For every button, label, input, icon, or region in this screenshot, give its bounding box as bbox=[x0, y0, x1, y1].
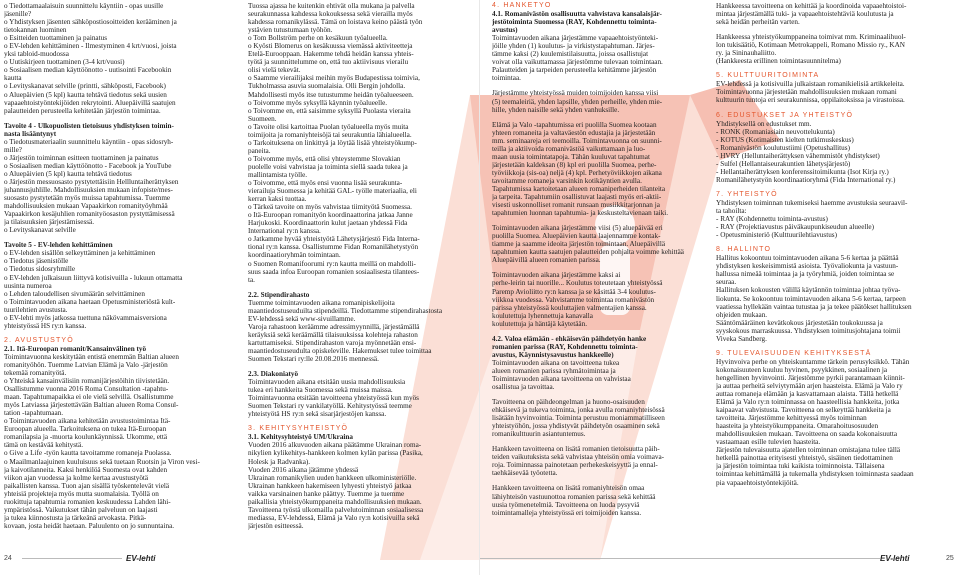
text-line: Sääntömääräinen kevätkokous järjestetään toukokuussa ja bbox=[716, 318, 883, 327]
text-line: EV-lehdessä sekä www-sivuillamme. bbox=[248, 314, 356, 323]
text-line: liokunta. Se kokoontuu toimintavuoden aikana 5-6 kertaa, tarpeen bbox=[716, 294, 906, 303]
subheading: 3.1. Kehitysyhteistyö UM/Ukraina bbox=[248, 433, 354, 442]
text-line: seuraa. bbox=[716, 278, 737, 287]
text-line: Tuemme toimintavuoden aikana romanipiskelijoita bbox=[248, 298, 395, 307]
text-line: o Sosiaalisen median käyttöönotto - Facebook ja YouTube bbox=[4, 161, 172, 170]
text-line: Tapahtumissa kartoitetaan alueen romaniperheiden tilanteita bbox=[492, 184, 666, 193]
text-line: suosasto pystytetään myös muissa tapahtumissa. Tuemme bbox=[4, 194, 171, 203]
text-line: Romanilähetystyön koordinaatioryhmä (Fida International ry.) bbox=[716, 175, 896, 184]
text-line: o Jatkamme hyvää yhteistyötä Lähetysjärjestö Fida Interna- bbox=[248, 235, 420, 244]
paragraph-gap bbox=[4, 330, 230, 337]
text-line: o Toimintavuoden aikana kehitetään avustustoimintaa Itä- bbox=[4, 417, 171, 426]
text-line: o Toimintavuoden aikana haetaan Opetusministeriöstä kult- bbox=[4, 297, 176, 306]
text-line: syyskokous marraskuussa. Yhdistyksen toimitusjohtajana toimii bbox=[716, 326, 901, 335]
text-line: yhteistyöhön, jossa yhdistyvät päihdetyön osaaminen sekä bbox=[492, 422, 660, 431]
text-line: Palautteiden ja tarpeiden perusteella kehitämme järjestön bbox=[492, 66, 657, 75]
text-line: tämä on kestävää kehitystä. bbox=[4, 441, 84, 450]
text-line: vaikka varsinainen hanke päättyy. Tuemme ja tuemme bbox=[248, 489, 405, 498]
column-4 bbox=[716, 2, 956, 550]
text-line: nikylien kylikehitys-hankkeen kolmen kylän parissa (Pasika, bbox=[248, 449, 423, 458]
text-line: teiden vaikutuksista sekä vahvistaa yhteisön omia voimava- bbox=[492, 453, 665, 462]
text-line: uusia työmenetelmiä. Tavoitteena on luoda pysyviä bbox=[492, 500, 640, 509]
section-heading: 5. KULTTUURITOIMINTA bbox=[716, 72, 820, 80]
text-line: o Tiedotusmateriaalin suunnittelu käyntiin - opas sidosryh- bbox=[4, 137, 174, 146]
text-line: mahdollisuuksien mukaan Vapaakirkon romanityöyhmää bbox=[4, 202, 168, 211]
subheading: nasta lisääntynyt bbox=[4, 129, 57, 138]
text-line: International ry:n kanssa. bbox=[248, 227, 321, 236]
text-line: o Aluepäivien (5 kpl) kautta tehtävä tiedotus sekä uusien bbox=[4, 90, 167, 99]
text-line: maantiedostuseuduilta stipendeillä. Tiedottamme stipendirahastosta bbox=[248, 306, 443, 315]
text-line: maan uusia toimintatapoja. Tähän kuuluvat tapahtumat bbox=[492, 152, 650, 161]
subheading: Tavoite 5 - EV-lehden kehittäminen bbox=[4, 241, 113, 250]
text-line: o EV-lehden julkaisuun liittyvä kotisivuilla - lukuun ottamatta bbox=[4, 273, 183, 282]
text-line: Tavoitteena työstä ulkomailla palvelutoiminnan sosiaalisessa bbox=[248, 505, 424, 514]
text-line: o Tarkoituksena on linkittyä ja löytää lisää yhteistyökump- bbox=[248, 138, 417, 147]
subheading: 2.1. Itä-Euroopan romanit/Kansainvälinen työ bbox=[4, 344, 147, 353]
text-line: jäsenille? bbox=[4, 10, 32, 19]
paragraph-gap bbox=[248, 284, 474, 291]
text-line: toimintaa. bbox=[492, 74, 521, 83]
page-spread-divider bbox=[479, 0, 480, 575]
text-line: mm. seminaareja eri teemoilla. Toimintavuonna on suunni- bbox=[492, 136, 662, 145]
footer-right bbox=[946, 552, 954, 564]
text-line: Toimintavuoden aikana tavoitteena on vahvistaa bbox=[492, 374, 631, 383]
text-line: ta. bbox=[248, 275, 255, 284]
text-line: - Romanivästön koulutustiimi (Opetushallitus) bbox=[716, 143, 850, 152]
text-line: Suomen Tekstari ry vankilatyöllä. Kehitystyössä teemme bbox=[248, 402, 412, 411]
text-line: ja auttaa perheitä selviytymään arjen haasteista. Elämä ja Valo ry bbox=[716, 381, 903, 390]
text-line: Yhdistyksellä on edustukset mm. bbox=[716, 119, 812, 128]
paragraph-gap bbox=[716, 239, 956, 246]
page-number-left: 24 bbox=[4, 554, 12, 562]
text-line: kokonaisuuteen kuuluu hyvinen, psyykkinen, sosiaalinen ja bbox=[716, 365, 888, 374]
text-line: Tavoitteena on päihdeongelman ja huono-osaisuuden bbox=[492, 398, 645, 407]
text-line: mallintamista työlle. bbox=[248, 170, 308, 179]
text-line: puolilla Suomea. Aluepäivien kautta laajennamme kontak- bbox=[492, 232, 661, 241]
text-line: kovaan, josta heidät haetaan. Paluulento on jo sunnuntaina. bbox=[4, 521, 175, 530]
text-line: Toimintavuonna etsitään tavoitteena yhteistyössä kun myös bbox=[248, 394, 419, 403]
text-line: Tukholmassa asuvia suomalaisia. Olli Bergin johdolla. bbox=[248, 82, 406, 91]
text-line: - KOTUS (Kotimaisten kielten tutkimuskeskus) bbox=[716, 135, 854, 144]
paragraph-gap bbox=[248, 363, 474, 370]
text-line: - RAY (Kohdennettu toiminta-avustus) bbox=[716, 215, 828, 224]
text-line: Vuoden 2016 aikana jätämme yhdessä bbox=[248, 465, 359, 474]
text-line: maantiedostuseudulta opiskeleville. Hakemukset tulee toimittaa bbox=[248, 346, 432, 355]
subheading: Tavoite 4 - Ulkopuolisten tietoisuus yhdistyksen toimin- bbox=[4, 121, 174, 130]
text-line: vierailuja Suomessa ja kehitää GAL- työlle materiaalia, eli bbox=[248, 187, 417, 196]
text-line: toimintaa kehittämällä ja tukemalla yhdistyksen toiminnasta saadaan bbox=[716, 470, 914, 479]
text-line: - HVRY (Helluntaiherättyksen vähemmistöt yhdistykset) bbox=[716, 151, 880, 160]
paragraph-gap bbox=[492, 217, 702, 224]
text-line: yhteisiä projekteja myös mutta suomalaisia. Työllä on bbox=[4, 489, 159, 498]
text-line: hetkellä painottaa erityisesti yhteistyö, sisäinen tiedottaminen bbox=[716, 454, 893, 463]
subheading: avustus, Käynnistysavustus hankkeelle) bbox=[492, 350, 614, 359]
paragraph-gap bbox=[492, 264, 702, 271]
text-line: tapahtumien kautta saatujen palautteiden pohjalta voimme kehittää bbox=[492, 248, 684, 257]
paragraph-gap bbox=[492, 438, 702, 445]
text-line: Yhdistyksen toiminnan tukemiseksi haemme avustuksia seuraavil- bbox=[716, 198, 908, 207]
section-heading: 7. YHTEISTYÖ bbox=[716, 190, 778, 198]
text-line: osallistua ja tavoittaa. bbox=[492, 383, 555, 392]
text-line: koulutettuja lyhennettuja kanavalla bbox=[492, 311, 593, 320]
text-line: taehkäisevää työotetta. bbox=[492, 469, 558, 478]
text-line: voivat olla vaikuttamassa järjestömme tulevaan toimintaan. bbox=[492, 58, 663, 67]
text-line: o Toivomme, että myös ensi vuonna lisää seurakunta- bbox=[248, 179, 403, 188]
text-line: kulttuurin tuntoja eri seurakunnissa, oppilaitoksissa ja virastoissa. bbox=[716, 96, 905, 105]
paragraph-gap bbox=[492, 391, 702, 398]
text-line: työtä ja suunnittelumme on, että tuo aktiivisuus vierailu bbox=[248, 58, 409, 67]
text-line: Osallistumme vuonna 2016 Roma Consultation -tapahtu- bbox=[4, 385, 169, 394]
text-line: Toimintavuonna järjestetään mahdollisuuksien mukaan romani bbox=[716, 88, 897, 97]
text-line: Euroopan alueella. Tarkoituksena on tukea Itä-Euroopan bbox=[4, 425, 167, 434]
column-1 bbox=[4, 2, 230, 550]
text-line: suus saada infoa Euroopan romanien sosiaalisesta tilantees- bbox=[248, 267, 420, 276]
text-line: järjestön esitteessä. bbox=[248, 521, 304, 530]
text-line: o EV-lehden kehittäminen - Ilmestyminen 4 krt/vuosi, joista bbox=[4, 42, 177, 51]
text-line: ja kaivotilanneita. Kaksi henkilöä Suomesta ovat kahden bbox=[4, 465, 168, 474]
paragraph-gap bbox=[492, 82, 702, 89]
text-line: Hankkeessa tavoitteena on kehittää ja koordinoida vapaaehtoistoi- bbox=[716, 2, 907, 10]
text-line: - Hellantaiherättyksen konferenssitoimikunta (Isot Kirja ry.) bbox=[716, 167, 889, 176]
text-line: Holesk ja Radvanka). bbox=[248, 457, 311, 466]
text-line: o Give a Life -työn kautta tavoitamme romaneja Puolassa. bbox=[4, 449, 172, 458]
text-line: seurakunnassa kahdessa kokouksessa sekä vierailla myös bbox=[248, 10, 413, 19]
text-line: o Esitteiden tuottaminen ja painatus bbox=[4, 34, 107, 43]
text-line: romanikulttuurin asiantuntemus. bbox=[492, 430, 586, 439]
text-line: Hallituksen kokousten välillä käytännön toimintaa johtaa työva- bbox=[716, 286, 901, 295]
text-line: paneita. bbox=[248, 146, 271, 155]
text-line: mediassa, EV-lehdessä, Elämä ja Valo ry:n kotisivuilla sekä bbox=[248, 513, 420, 522]
paragraph-gap bbox=[716, 343, 956, 350]
section-heading: 2. AVUSTUSTYÖ bbox=[4, 336, 74, 344]
text-line: uusinta numeroa bbox=[4, 281, 52, 290]
text-line: toimijoita ja romaniyhteisöjä tai seurakuntia lähialueella. bbox=[248, 130, 412, 139]
text-line: Paremp Avioliitto ry:n kanssa ja se käsittää 3-4 koulutus- bbox=[492, 287, 656, 296]
footer-rule-left bbox=[22, 558, 122, 559]
text-line: o Levityskanavat selville bbox=[4, 226, 76, 235]
text-line: olisi vielä tekevät. bbox=[248, 66, 301, 75]
text-line: o Tärkeä tavoite on myös vahvistaa tiimityötä Suomessa. bbox=[248, 203, 412, 212]
paragraph-gap bbox=[4, 234, 230, 241]
text-line: yksi tabloid-muodossa bbox=[4, 50, 69, 59]
text-line: Ukrainan hankkeen hakemiseen lyhyesti yhteistyö jatkaa bbox=[248, 481, 412, 490]
text-line: hille, yhden naisille sekä yhden vanhuksille. bbox=[492, 105, 620, 114]
text-line: Harjukoski. Koordinaattorin kulut jaetaan yhdessä Fida bbox=[248, 219, 408, 228]
text-line: o Toivomme en, että saisimme syksyllä Puolasta vieraita bbox=[248, 106, 411, 115]
footer-right-logo bbox=[880, 552, 909, 564]
text-line: auttaa romaneja elämään ja kasvattamaan alaista. Tällä hetkellä bbox=[716, 390, 899, 399]
text-line: vapaaehtoistyöntekijöiden rekrytointi. Aluepäivillä saatujen bbox=[4, 98, 176, 107]
text-line: o Tavoite olisi kartoittaa Puolan työalueella myös muita bbox=[248, 122, 409, 131]
text-line: o Levityskanavat selville (printti, sähköposti, Facebook) bbox=[4, 82, 166, 91]
text-line: romanilapsia ja -muorta koulunkäynnissä. Ukomme, että bbox=[4, 433, 168, 442]
text-line: Etelä-Eurooppaan. Hakemme tehdä heidän kanssa yhteis- bbox=[248, 50, 414, 59]
paragraph-gap bbox=[492, 477, 702, 484]
text-line: Toimintavuonna keskitytään entistä enemmän Baltian alueen bbox=[4, 352, 179, 361]
text-line: puolelle voisi vahvistaa ja toiminta siellä saada tukea ja bbox=[248, 162, 408, 171]
subheading: avustus) bbox=[492, 26, 518, 35]
text-line: Toimintavuoden aikana järjestämme vapaaehtoistyönteki- bbox=[492, 34, 659, 43]
text-line: o Lehden taloudellisen sivumäärän selvittäminen bbox=[4, 289, 145, 298]
text-line: järjestetään kaldeksan (8) kpl eri puolilla Suomea, perhe- bbox=[492, 160, 657, 169]
text-line: o Maailmanlaajuinen kuuluisuus sekä tuetaan Ruotsin ja Viron vesi- bbox=[4, 457, 200, 466]
ev-lehti-logo-left: EV-lehti bbox=[126, 553, 156, 563]
text-line: o Yhdistyksen jäsenten sähköpostiosoitteiden kerääminen ja bbox=[4, 18, 177, 27]
text-line: ja tilaisuuksien järjestämisessä. bbox=[4, 218, 95, 227]
text-line: tation -tapahtumaan. bbox=[4, 409, 64, 418]
text-line: Aluepäivillä alueen romanien parissa. bbox=[492, 256, 601, 265]
paragraph-gap bbox=[716, 105, 956, 112]
text-line: koulutettuja ja häntäjä käytetään. bbox=[492, 319, 587, 328]
text-line: ta tahoilta: bbox=[716, 207, 747, 216]
text-line: tapahtumien luonnan tapahtumia- ja keskusteltavienaan taiki. bbox=[492, 209, 669, 218]
paragraph-gap bbox=[716, 184, 956, 191]
text-line: o EV-lehti myös jatkossa tuettuna näkövammaisversiona bbox=[4, 313, 167, 322]
text-line: palautteiden perusteella kehitetään järjestön toimintaa. bbox=[4, 106, 161, 115]
text-line: yhdistyksen keskeisimmistä asioista. Työvaliokunta ja vastuun- bbox=[716, 262, 899, 271]
text-line: tekemää romanityötä. bbox=[4, 369, 67, 378]
text-line: sekä heidän perheitän varten. bbox=[716, 18, 800, 27]
text-line: ohjeiden mukaan. bbox=[716, 310, 768, 319]
subheading: 4.2. Valoa elämään - ehkäisevän päihdetyön hanke bbox=[492, 334, 647, 343]
text-line: ja tarpeita. Tapahtumiin osallistuvat laajasti myös eri-aktii- bbox=[492, 193, 662, 202]
paragraph-gap bbox=[716, 26, 956, 33]
text-line: Hallitus kokoontuu toimintavuoden aikana 5-6 kertaa ja päättää bbox=[716, 254, 899, 263]
text-line: toimintamalleja yhteistyössä eri toimijoiden kanssa. bbox=[492, 508, 642, 517]
text-line: Varoja rahastoon keräämme adressimyynnillä, järjestämällä bbox=[248, 322, 420, 331]
text-line: o EV-lehden sisällön selkeyttäminen ja kehittäminen bbox=[4, 249, 156, 258]
text-line: Vuoden 2016 alkuvuoden aikana päätämme Ukrainan roma- bbox=[248, 441, 422, 450]
text-line: o Yhteiskä kansainvälisiin romanijärjestöihin tiivistetään. bbox=[4, 377, 170, 386]
text-line: o Aluepäivien (5 kpl) kautta tehtävä tiedotus bbox=[4, 169, 132, 178]
column-2 bbox=[248, 2, 474, 550]
text-line: alueen romanien parissa ryhmätoimintaa ja bbox=[492, 366, 616, 375]
text-line: tietokannan luominen bbox=[4, 26, 67, 35]
text-line: Ukrainan romanikylien uuden hankkeen ulkoministeriölle. bbox=[248, 473, 417, 482]
text-line: lon tukisäätiö, Kotimaan Metrokappeli, Romano Missio ry., KAN bbox=[716, 41, 905, 50]
text-line: - RAY (Projektiavustus päiväkaupunkiseudun alueelle) bbox=[716, 223, 874, 232]
text-line: o Uutiskirjeen tuottaminen (3-4 krt/vuosi) bbox=[4, 58, 125, 67]
footer-left-logo bbox=[126, 552, 155, 564]
section-heading: 8. HALLINTO bbox=[716, 246, 772, 254]
text-line: tiamme ja saamme ideoita järjestön toimintaan. Aluepäivillä bbox=[492, 240, 666, 249]
text-line: o Sosiaalisen median käyttöönotto - uutisointi Facebookin bbox=[4, 66, 172, 75]
text-line: vastaamaan esille tulevien haasteita. bbox=[716, 438, 821, 447]
paragraph-gap bbox=[492, 328, 702, 335]
text-line: tavoitamme romaneja varsinkin kotikäyntien avulla. bbox=[492, 176, 642, 185]
text-line: tuurilehtien avustusta. bbox=[4, 305, 68, 314]
text-line: lähiyhteisön vastuunottoa romanien parissa sekä kehittää bbox=[492, 492, 656, 501]
text-line: maan. Tapahtumapaikka ei ole vielä selvillä. Osallistumme bbox=[4, 393, 174, 402]
text-line: o Kyösti Blomerus on kesäkuussa viemässä aktiviteetteja bbox=[248, 42, 413, 51]
text-line: Järjestämme yhteistyössä muiden toimijoiden kanssa viisi bbox=[492, 89, 659, 98]
text-line: hallussa nimeää toimintaa ja ja työryhmiä, joiden toimintaa se bbox=[716, 270, 895, 279]
text-line: Tuossa ajassa he kuitenkin ehtivät olla mukana ja palvella bbox=[248, 2, 415, 10]
section-heading: 3. KEHITYSYHTEISTYÖ bbox=[248, 425, 349, 433]
text-line: kautta bbox=[4, 74, 22, 83]
text-line: Järjestön tulevaisuutta ajatellen toiminnan omistajana tulee tällä bbox=[716, 446, 901, 455]
text-line: roja. Toiminnassa painotetaan perhekeskeisyyttä ja ennal- bbox=[492, 461, 658, 470]
subheading: 2.2. Stipendirahasto bbox=[248, 290, 310, 299]
text-line: o Saamme vierailijaksi meihin myös Budapestissa toimivia, bbox=[248, 74, 420, 83]
text-line: viikon ajan vuodessa ja kolme kertaa avustustyötä bbox=[4, 473, 149, 482]
text-line: lisätään hyvinvointia. Toiminta perustuu moniammatilliseen bbox=[492, 414, 665, 423]
text-line: juhannusjuhlille. Mahdollisuuksien mukaan infopiste/mes- bbox=[4, 186, 173, 195]
text-line: kartuttamiseksi. Stipendirahaston varoja myönnetään ensi- bbox=[248, 338, 417, 347]
text-line: kaipaavat vahvistusta. Tavoitteena on selkeyttää hankkeita ja bbox=[716, 406, 891, 415]
text-line: ympäristössä. Vaikutukset tähän palveluun on laajasti bbox=[4, 505, 158, 514]
text-line: visesti uskonnolliset romanit runsaan musiikkitarjonnan ja bbox=[492, 201, 660, 210]
text-line: Toimintavuoden aikana etsitään uusia mahdollisuuksia bbox=[248, 378, 406, 387]
text-line: yhteen romaneita ja valtaväestön edustajia ja järjestetään bbox=[492, 128, 656, 137]
column-3 bbox=[492, 2, 702, 550]
text-line: viikkoa vuodessa. Vahvistamme toimintaa romanivästön bbox=[492, 295, 655, 304]
text-line: perhe-leirin tai nuorille... Koulutus toteutetaan yhteistyössä bbox=[492, 279, 663, 288]
text-line: o Tiedottamaalaisuin suunnittelu käyntiin - opas uusille bbox=[4, 2, 164, 10]
text-line: o Tom Bollström perhe on kesäkuun työalueella. bbox=[248, 34, 388, 43]
text-line: Toimintavuoden aikana on tavoitteena tukea bbox=[492, 358, 620, 367]
section-heading: 9. TULEVAISUUDEN KEHITYKSESTÄ bbox=[716, 349, 872, 357]
text-line: parissa yhteistyössä kouluttajien valmentajien kanssa. bbox=[492, 303, 647, 312]
text-line: vaatiessa hyllekään vaintaa tutustaa ja ja tekee päätökset hallituksen bbox=[716, 302, 912, 311]
footer-rule-right bbox=[480, 558, 880, 559]
text-line: Hankkeen tavoitteena on lisätä romaniyhteisön omaa bbox=[492, 484, 645, 493]
text-line: Hankkeessa yhteistyökumppaneina toimivat mm. Kriminaalihuol- bbox=[716, 33, 906, 42]
text-line: Elämä ja Valo ry:n toiminnassa on haasteellisia hankkeita, jotka bbox=[716, 398, 900, 407]
text-line: o Järjestön messuosasto pystytettäisiin Hellluntaiherättyksen bbox=[4, 177, 179, 186]
text-line: Viveka Sandberg. bbox=[716, 334, 767, 343]
text-line: paikallisia yhteistyökumppaneita mahdollisuuksien mukaan. bbox=[248, 497, 422, 506]
text-line: Toimintavuoden aikana järjestämme kaksi ai bbox=[492, 271, 621, 280]
text-line: tukea eri hankkeita Suomessa sekä muissa maissa. bbox=[248, 386, 393, 395]
text-line: (Hankkeesta erillinen toimintasuunnitelma) bbox=[716, 57, 841, 66]
text-line: EV-lehdessä ja kotisivuilla julkaistaan romanikielisiä artikkeleita. bbox=[716, 80, 905, 89]
text-line: o Toivomme myös, että olisi yhteystemme Slovakian bbox=[248, 154, 401, 163]
text-line: mintaa järjestämällä tuki- ja vapaaehtoistehtäviä koulutusta ja bbox=[716, 10, 894, 19]
text-line: ehkäisevä ja tukeva toiminta, jonka avulla romaniyhteisössä bbox=[492, 406, 665, 415]
text-line: työviikkoja (sis-oa) neljä (4) kpl. Perhetyöviikkojen aikana bbox=[492, 168, 662, 177]
text-line: yhteistyötä HS ry:n sekä sisarjärjestöjen kanssa. bbox=[248, 410, 387, 419]
subheading: 4.1. Romanivästön osallisuutta vahvistava kansalaisjär- bbox=[492, 10, 662, 19]
text-line: ja järjestön toimintaa tuki kaikista toiminnoista. Tällaisena bbox=[716, 462, 885, 471]
text-line: Toimintavuoden aikana järjestämme viisi (5) aluepäivää eri bbox=[492, 224, 663, 233]
paragraph-gap bbox=[492, 114, 702, 121]
text-line: Vapaakirkon kesäjuhlien romanityöosaston pystyttämisessä bbox=[4, 210, 175, 219]
text-line: mille? bbox=[4, 145, 22, 154]
text-line: o Toivomme myös syksyllä käynnin työalueelle. bbox=[248, 98, 388, 107]
text-line: keräyksiä sekä keräämällä tilaisuuksissa kolehteja rahaston bbox=[248, 330, 418, 339]
footer-left bbox=[4, 552, 12, 564]
text-line: - RONK (Romaniasiain neuvottelukunta) bbox=[716, 127, 835, 136]
text-line: o Tiedotus sidosryhmille bbox=[4, 265, 76, 274]
text-line: o Itä-Euroopan romanityön koordinaattorina jatkaa Janne bbox=[248, 211, 413, 220]
text-line: ystävien tutustumaan työhön. bbox=[248, 26, 333, 35]
text-line: Elämä ja Valo -tapahtumissa eri puolilla Suomea kootaan bbox=[492, 120, 657, 129]
text-line: teilla ja aktiivoida romanivästöä vaikuttamaan ja luo- bbox=[492, 144, 646, 153]
text-line: hengellinen hyvinvointi. Järjestömme pyrkii parantamaan kiinnit- bbox=[716, 373, 905, 382]
text-line: koordinaatioryhmän toimintaan. bbox=[248, 251, 341, 260]
text-line: - Opetusministeriö (Kulttuurilehtiavustus) bbox=[716, 231, 837, 240]
section-heading: 4. HANKETYÖ bbox=[492, 2, 552, 9]
page-number-right: 25 bbox=[946, 554, 954, 562]
ev-lehti-logo-right: EV-lehti bbox=[880, 553, 910, 563]
text-line: myös Latviassa järjestettävään Baltian alueen Roma Consul- bbox=[4, 401, 179, 410]
text-line: ja tukea kiinnostusta ja tärkeänä arvokasta. Pitkä- bbox=[4, 513, 147, 522]
text-line: (5) teemaleiriä, yhden lapsille, yhden perheille, yhden mie- bbox=[492, 97, 663, 106]
text-line: kerran kaksi tuottaa. bbox=[248, 195, 307, 204]
text-line: o Tiedotus jäsenistölle bbox=[4, 257, 69, 266]
text-line: mahdollisuuksien mukaan. Tavoitteena on saada kokonaisuutta bbox=[716, 430, 898, 439]
text-line: tional ry:n kanssa. Osallistumme Fidan Romanilähetystyön bbox=[248, 243, 419, 252]
text-line: Suomen Tekstari ry:lle 20.08.2016 mennessä. bbox=[248, 355, 379, 364]
subheading: jestötoiminta Suomessa (RAY, Kohdennettu toiminta- bbox=[492, 18, 657, 27]
text-line: yhteistyössä HS ry:n kanssa. bbox=[4, 321, 87, 330]
text-line: - Sulfel (Hellantaiseurakuntien lähetysjärjestö) bbox=[716, 159, 851, 168]
text-line: romanityöhön. Tuemme Latvian Elämä ja Valo -järjestön bbox=[4, 360, 168, 369]
text-line: Suomeen. bbox=[248, 114, 277, 123]
subheading: romanien parissa (RAY, Kohdennettu toiminta- bbox=[492, 342, 638, 351]
text-line: o Järjestön toiminnan esitteen tuottaminen ja painatus bbox=[4, 153, 159, 162]
text-line: Hyvinvoiva perhe on yhteiskuntamme tärkein perusyksikkö. Tähän bbox=[716, 357, 910, 366]
text-line: tämme kaksi (2) kuulemistilaisuutta, joissa osallistujat bbox=[492, 50, 649, 59]
text-line: haasteita ja yhteistyökumppaneita. Omarahoitusosuuden bbox=[716, 422, 879, 431]
text-line: Mahdollisesti myös itse tutustumme heidän työalueeseen. bbox=[248, 90, 414, 99]
text-line: paikallisten kanssa. Tuon ajan sisällä työskentelevät vielä bbox=[4, 481, 170, 490]
text-line: jöille yhden (1) koulutus- ja virkistystapahtuman. Järjes- bbox=[492, 42, 655, 51]
text-line: ry. ja Sininauhaliitto. bbox=[716, 49, 777, 58]
text-line: Hankkeen tavoitteena on lisätä romanien tietoisuutta päih- bbox=[492, 445, 660, 454]
text-line: ruokittuja tapahtumia romanien keskuudessa Lahden lähi- bbox=[4, 497, 171, 506]
text-line: kahdessa romanikylässä. Tämä on loistava keino päästä työn bbox=[248, 18, 423, 27]
subheading: 2.3. Diakoniatyö bbox=[248, 370, 299, 379]
text-line: tavoitteita. Järjestömme kehittyessä myös toiminnan bbox=[716, 414, 867, 423]
text-line: o Suomen Romanifoorumi ry:n kautta meillä on mahdolli- bbox=[248, 259, 416, 268]
section-heading: 6. EDUSTUKSET JA YHTEISTYÖ bbox=[716, 111, 854, 119]
paragraph-gap bbox=[4, 115, 230, 122]
paragraph-gap bbox=[716, 65, 956, 72]
text-line: pia vapaaehtoistyöntekijöitä. bbox=[716, 478, 799, 487]
